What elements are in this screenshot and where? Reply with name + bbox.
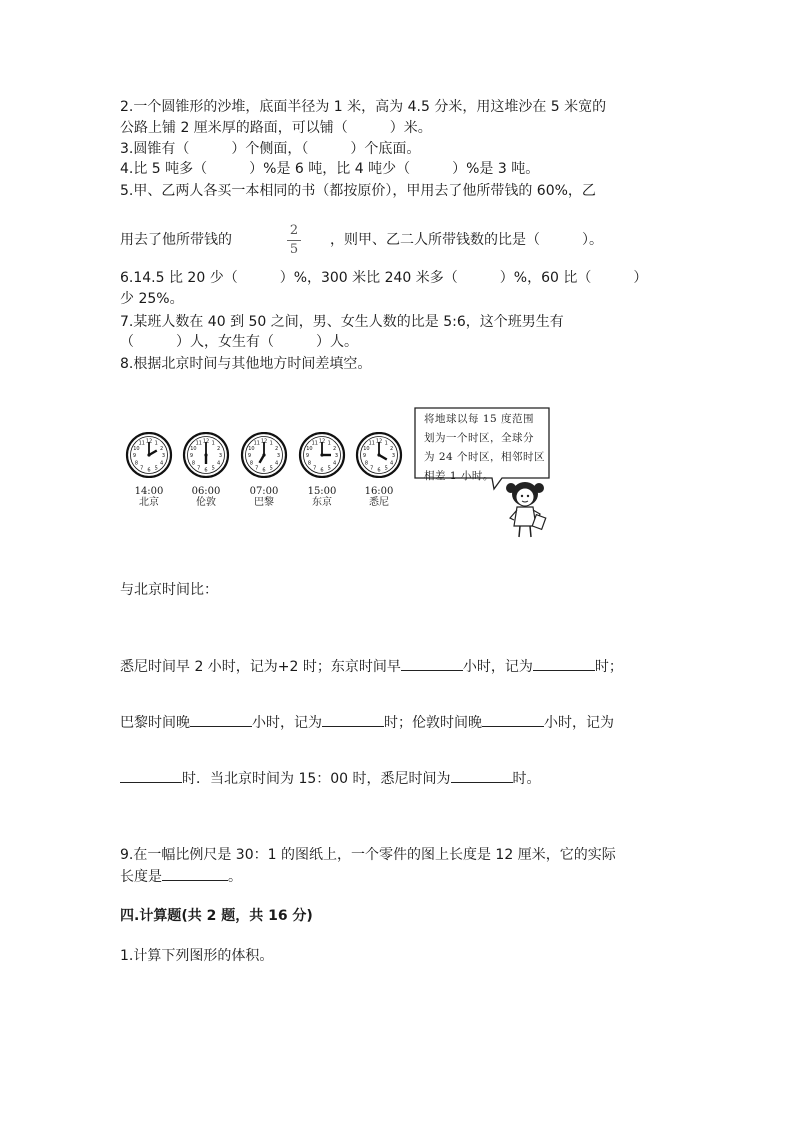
clock-numeral: 7 <box>313 465 317 472</box>
question-8: 8.根据北京时间与其他地方时间差填空。 <box>120 356 372 372</box>
clock-numeral: 9 <box>189 453 194 459</box>
clock-numeral: 4 <box>389 460 394 467</box>
fraction-denominator: 5 <box>289 242 299 257</box>
clock-time-label: 06:00 <box>191 486 221 497</box>
p3-text-a: 时．当北京时间为 15：00 时，悉尼时间为 <box>182 771 451 787</box>
section-4-heading: 四.计算题(共 2 题，共 16 分) <box>120 908 313 924</box>
fraction-two-fifths <box>287 224 301 257</box>
clock-numeral: 6 <box>204 467 208 474</box>
blank-sydney-time[interactable] <box>451 768 513 783</box>
question-7-line-1: 7.某班人数在 40 到 50 之间，男、女生人数的比是 5:6，这个班男生有 <box>120 314 564 330</box>
clock-numeral: 12 <box>145 438 153 445</box>
clock-numeral: 11 <box>195 440 202 447</box>
p2-text-c: 时；伦敦时间晚 <box>384 715 482 731</box>
bubble-line-2: 划为一个时区，全球分 <box>424 432 534 444</box>
clock-numeral: 1 <box>211 440 215 447</box>
paragraph-line-2 <box>120 712 614 733</box>
question-3: 3.圆锥有（ ）个侧面，（ ）个底面。 <box>120 141 421 157</box>
clock-center <box>147 453 150 456</box>
clock-numeral: 3 <box>334 453 339 459</box>
p2-text-a: 巴黎时间晚 <box>120 715 190 731</box>
blank-tokyo-hours[interactable] <box>401 656 463 671</box>
clock-numeral: 2 <box>389 445 394 452</box>
clock-numeral: 12 <box>375 438 383 445</box>
clock-numeral: 6 <box>377 467 381 474</box>
clock-numeral: 9 <box>247 453 252 459</box>
clock-numeral: 9 <box>305 453 310 459</box>
paragraph-line-1 <box>120 656 623 677</box>
question-6-line-2: 少 25%。 <box>120 291 184 307</box>
clock-numeral: 6 <box>147 467 151 474</box>
clock-numeral: 10 <box>306 445 313 452</box>
blank-london-hours[interactable] <box>482 712 544 727</box>
clock-numeral: 7 <box>370 465 374 472</box>
p1-text-c: 时； <box>594 659 623 675</box>
bubble-line-1: 将地球以每 15 度范围 <box>424 413 535 425</box>
paragraph-line-3 <box>120 768 541 789</box>
clock-numeral: 3 <box>391 453 396 459</box>
clock-numeral: 9 <box>362 453 367 459</box>
bubble-line-3: 为 24 个时区，相邻时区 <box>424 451 546 463</box>
clock-city-label: 悉尼 <box>369 497 389 508</box>
clock-city-label: 北京 <box>139 497 159 508</box>
clock-numeral: 4 <box>274 460 279 467</box>
clock-4 <box>297 432 347 508</box>
clock-center <box>204 453 207 456</box>
clock-numeral: 4 <box>159 460 164 467</box>
blank-paris-hours[interactable] <box>190 712 252 727</box>
clock-numeral: 5 <box>154 465 158 472</box>
clock-numeral: 5 <box>269 465 273 472</box>
question-5-line-2-start: 用去了他所带钱的 <box>120 232 232 248</box>
clock-numeral: 2 <box>332 445 337 452</box>
clock-numeral: 1 <box>384 440 388 447</box>
q9-text-b: 长度是 <box>120 869 162 885</box>
question-4: 4.比 5 吨多（ ）%是 6 吨，比 4 吨少（ ）%是 3 吨。 <box>120 161 540 177</box>
p3-text-b: 时。 <box>512 771 541 787</box>
blank-london-record[interactable] <box>120 768 182 783</box>
q9-text-c: 。 <box>228 869 242 885</box>
clock-numeral: 3 <box>218 453 223 459</box>
clock-center <box>377 453 380 456</box>
clock-numeral: 9 <box>132 453 137 459</box>
clock-center <box>320 453 323 456</box>
clock-numeral: 7 <box>255 465 259 472</box>
question-6-line-1: 6.14.5 比 20 少（ ）%，300 米比 240 米多（ ）%，60 比（ ） <box>120 270 648 286</box>
clock-numeral: 5 <box>211 465 215 472</box>
clock-numeral: 1 <box>154 440 158 447</box>
clock-numeral: 7 <box>140 465 144 472</box>
clock-numeral: 3 <box>276 453 281 459</box>
clock-face <box>239 432 289 478</box>
clock-numeral: 5 <box>384 465 388 472</box>
clock-face <box>354 432 404 478</box>
clock-center <box>262 453 265 456</box>
clock-numeral: 11 <box>368 440 375 447</box>
calc-question-1: 1.计算下列图形的体积。 <box>120 948 274 964</box>
clock-numeral: 11 <box>311 440 318 447</box>
p1-text-b: 小时，记为 <box>462 659 533 675</box>
clock-numeral: 10 <box>363 445 370 452</box>
clock-numeral: 8 <box>191 460 196 467</box>
compare-label: 与北京时间比： <box>120 582 218 598</box>
clock-numeral: 2 <box>216 445 221 452</box>
clock-2 <box>181 432 231 508</box>
clock-5 <box>354 432 404 508</box>
clock-numeral: 11 <box>253 440 260 447</box>
clock-numeral: 6 <box>262 467 266 474</box>
clock-numeral: 8 <box>364 460 369 467</box>
clock-time-label: 16:00 <box>364 486 394 497</box>
clock-city-label: 伦敦 <box>196 497 216 508</box>
bubble-line-4: 相差 1 小时。 <box>424 470 494 482</box>
clock-numeral: 12 <box>202 438 210 445</box>
fraction-bar <box>287 240 301 241</box>
clock-numeral: 10 <box>133 445 140 452</box>
speech-bubble-text <box>424 410 552 486</box>
blank-paris-record[interactable] <box>322 712 384 727</box>
blank-actual-length[interactable] <box>162 866 228 881</box>
fraction-numerator: 2 <box>289 223 299 238</box>
clock-city-label: 东京 <box>312 497 332 508</box>
girl-illustration <box>500 478 550 540</box>
clock-numeral: 3 <box>161 453 166 459</box>
p2-text-d: 小时，记为 <box>544 715 614 731</box>
question-5-line-1: 5.甲、乙两人各买一本相同的书（都按原价），甲用去了他所带钱的 60%，乙 <box>120 183 596 199</box>
clock-numeral: 10 <box>248 445 255 452</box>
clock-numeral: 11 <box>138 440 145 447</box>
question-9-line-2 <box>120 866 242 887</box>
clock-time-label: 07:00 <box>249 486 279 497</box>
clock-numeral: 8 <box>307 460 312 467</box>
clock-3 <box>239 432 289 508</box>
clock-numeral: 2 <box>274 445 279 452</box>
question-5-line-2-end: ，则甲、乙二人所带钱数的比是（ ）。 <box>330 232 603 248</box>
clock-numeral: 2 <box>159 445 164 452</box>
clock-numeral: 4 <box>216 460 221 467</box>
clock-1 <box>124 432 174 508</box>
clock-time-label: 14:00 <box>134 486 164 497</box>
clock-numeral: 7 <box>197 465 201 472</box>
clock-face <box>124 432 174 478</box>
clock-numeral: 4 <box>332 460 337 467</box>
clock-city-label: 巴黎 <box>254 497 274 508</box>
clock-numeral: 6 <box>320 467 324 474</box>
clock-numeral: 1 <box>269 440 273 447</box>
clock-face <box>181 432 231 478</box>
clock-numeral: 8 <box>249 460 254 467</box>
p1-text-a: 悉尼时间早 2 小时，记为+2 时；东京时间早 <box>120 659 401 675</box>
clock-numeral: 12 <box>260 438 268 445</box>
p2-text-b: 小时，记为 <box>252 715 322 731</box>
clock-numeral: 1 <box>327 440 331 447</box>
clock-numeral: 8 <box>134 460 139 467</box>
clock-numeral: 12 <box>318 438 326 445</box>
clock-time-label: 15:00 <box>307 486 337 497</box>
question-7-line-2: （ ）人，女生有（ ）人。 <box>120 334 358 350</box>
blank-tokyo-record[interactable] <box>533 656 595 671</box>
question-2-line-1: 2.一个圆锥形的沙堆，底面半径为 1 米，高为 4.5 分米，用这堆沙在 5 米宽的 <box>120 99 607 115</box>
question-2-line-2: 公路上铺 2 厘米厚的路面，可以铺（ ）米。 <box>120 120 432 136</box>
clock-numeral: 10 <box>190 445 197 452</box>
clock-face <box>297 432 347 478</box>
question-9-line-1: 9.在一幅比例尺是 30：1 的图纸上，一个零件的图上长度是 12 厘米，它的实际 <box>120 847 616 863</box>
clock-numeral: 5 <box>327 465 331 472</box>
